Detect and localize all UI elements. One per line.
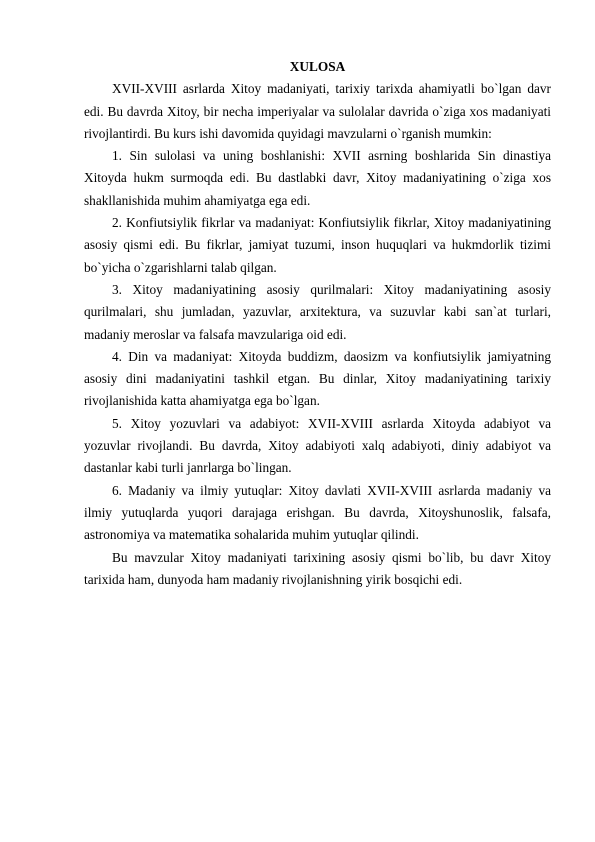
paragraph-intro: XVII-XVIII asrlarda Xitoy madaniyati, tarixiy tarixda ahamiyatli bo`lgan davr edi. Bu davrda Xitoy, bir necha imperiyalar va sulolalar davrida o`ziga xos madaniyati rivojlantirdi. Bu kurs ishi davomida quyidagi mavzularni o`rganish mumkin: bbox=[84, 81, 551, 141]
paragraph-point-4: 4. Din va madaniyat: Xitoyda buddizm, daosizm va konfiutsiylik jamiyatning asosiy dini madaniyatini tashkil etgan. Bu dinlar, Xitoy madaniyatining tarixiy rivojlanishida katta ahamiyatga ega bo`lgan. bbox=[84, 348, 551, 409]
paragraph-point-3: 3. Xitoy madaniyatining asosiy qurilmalari: Xitoy madaniyatining asosiy qurilmalari, shu jumladan, yazuvlar, arxitektura, va suzuvlar kabi san`at turlari, madaniy meroslar va falsafa mavzulariga oid edi. bbox=[84, 281, 551, 342]
paragraph-point-5: 5. Xitoy yozuvlari va adabiyot: XVII-XVIII asrlarda Xitoyda adabiyot va yozuvlar rivojlandi. Bu davrda, Xitoy adabiyoti xalq adabiyoti, diniy adabiyot va dastanlar kabi turli janrlarga bo`lingan. bbox=[84, 415, 551, 476]
paragraph-point-6: 6. Madaniy va ilmiy yutuqlar: Xitoy davlati XVII-XVIII asrlarda madaniy va ilmiy yutuqlarda yuqori darajaga erishgan. Bu davrda, Xitoyshunoslik, falsafa, astronomiya va matematika sohalarida muhim yutuqlar qilindi. bbox=[84, 482, 551, 543]
document-page bbox=[84, 56, 551, 591]
paragraph-point-1: 1. Sin sulolasi va uning boshlanishi: XVII asrning boshlarida Sin dinastiya Xitoyda hukm surmoqda edi. Bu dastlabki davr, Xitoy madaniyatining o`ziga xos shakllanishida muhim ahamiyatga ega edi. bbox=[84, 148, 551, 208]
paragraph-conclusion: Bu mavzular Xitoy madaniyati tarixining asosiy qismi bo`lib, bu davr Xitoy tarixida ham, dunyoda ham madaniy rivojlanishning yirik bosqichi edi. bbox=[84, 549, 551, 587]
document-title: XULOSA bbox=[289, 59, 346, 74]
paragraph-point-2: 2. Konfiutsiylik fikrlar va madaniyat: Konfiutsiylik fikrlar, Xitoy madaniyatining asosiy qismi edi. Bu fikrlar, jamiyat tuzumi, inson huquqlari va hukmdorlik tizimi bo`yicha o`zgarishlarni talab qilgan. bbox=[84, 215, 551, 275]
